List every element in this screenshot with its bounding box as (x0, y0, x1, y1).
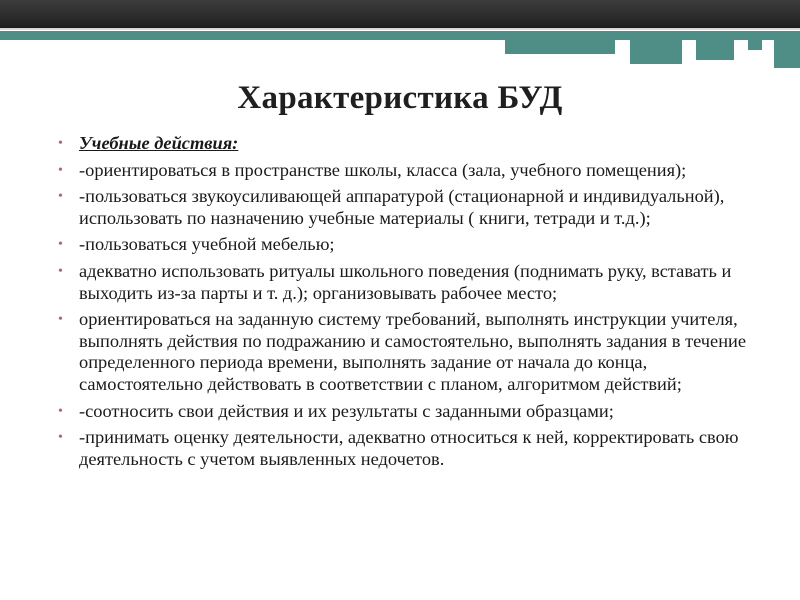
list-item-text: -соотносить свои действия и их результаты с заданными образцами; (79, 400, 614, 421)
list-item-text: -принимать оценку деятельности, адекватно относиться к ней, корректировать свою деятельность с учетом выявленных недочетов. (79, 427, 739, 469)
bullet-icon: • (58, 403, 63, 419)
decor-square (774, 40, 800, 68)
bullet-icon: • (58, 162, 63, 178)
top-header-band (0, 0, 800, 28)
decor-square (630, 40, 682, 64)
list-item-text: ориентироваться на заданную систему требований, выполнять инструкции учителя, выполнять действия по подражанию и самостоятельно, выполнять задания в течение определенного периода времени, выполнять задание от начала до конца, самостоятельно действовать в соответствии с планом, алгоритмом действий; (79, 309, 747, 394)
list-item (58, 133, 748, 155)
list-item (58, 427, 748, 470)
decor-square (748, 40, 762, 50)
bullet-icon: • (58, 263, 63, 279)
bullet-icon: • (58, 237, 63, 253)
list-item-text: адекватно использовать ритуалы школьного поведения (поднимать руку, вставать и выходить из-за парты и т. д.); организовывать рабочее место; (79, 260, 732, 303)
list-item (58, 186, 748, 229)
bullet-list (58, 133, 748, 475)
list-item-text: -ориентироваться в пространстве школы, класса (зала, учебного помещения); (79, 159, 687, 180)
list-item-text: -пользоваться звукоусиливающей аппаратурой (стационарной и индивидуальной), использовать по назначению учебные материалы ( книги, тетради и т.д.); (79, 186, 725, 228)
teal-accent-strip (0, 31, 800, 40)
bullet-icon: • (58, 430, 63, 446)
list-item (58, 261, 748, 304)
list-item (58, 401, 748, 423)
list-item-text: -пользоваться учебной мебелью; (79, 234, 335, 255)
bullet-icon: • (58, 136, 63, 151)
bullet-icon: • (58, 189, 63, 205)
list-item (58, 309, 748, 395)
bullet-icon: • (58, 312, 63, 328)
decor-square (505, 40, 615, 54)
list-item (58, 234, 748, 256)
slide-title: Характеристика БУД (237, 80, 563, 116)
list-item-heading: Учебные действия: (79, 133, 239, 153)
list-item (58, 160, 748, 182)
decor-square (696, 40, 734, 60)
